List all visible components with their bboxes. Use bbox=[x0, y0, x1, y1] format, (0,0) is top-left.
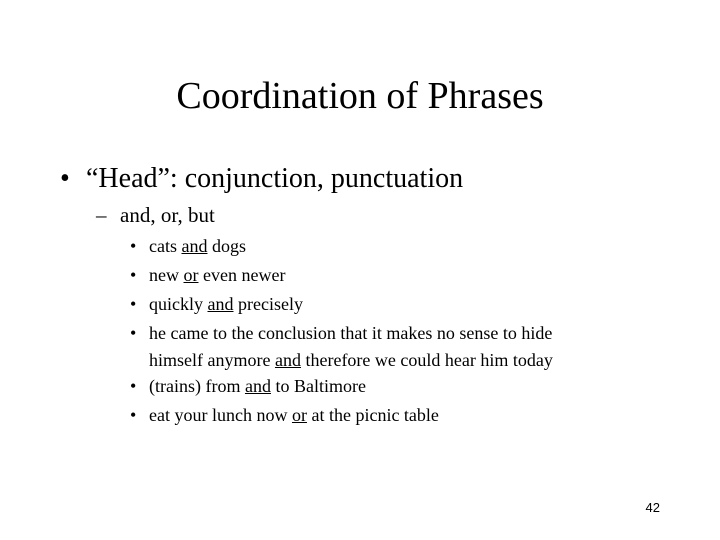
conjunction: and bbox=[207, 294, 234, 314]
example-text-before: (trains) from bbox=[149, 376, 245, 396]
bullet-icon: • bbox=[130, 294, 137, 314]
example-text-after: to Baltimore bbox=[270, 376, 366, 396]
example-text-after: therefore we could hear him today bbox=[300, 350, 553, 370]
bullet-icon: • bbox=[60, 163, 70, 194]
example-text-line1: he came to the conclusion that it makes no sense to hide bbox=[149, 323, 553, 343]
dash-icon: – bbox=[96, 203, 107, 227]
bullet-level1-text: “Head”: conjunction, punctuation bbox=[86, 163, 464, 194]
example-text bbox=[149, 372, 366, 401]
example-text-before: new bbox=[149, 265, 184, 285]
example-text-after: dogs bbox=[207, 236, 246, 256]
example-text bbox=[149, 232, 246, 261]
example-text-after: even newer bbox=[198, 265, 286, 285]
example-text-before: eat your lunch now bbox=[149, 405, 292, 425]
bullet-icon: • bbox=[130, 236, 137, 256]
bullet-icon: • bbox=[130, 405, 137, 425]
example-text bbox=[149, 401, 439, 430]
example-text bbox=[149, 261, 285, 290]
example-text-before: himself anymore bbox=[149, 350, 275, 370]
conjunction: and bbox=[181, 236, 208, 256]
bullet-icon: • bbox=[130, 376, 137, 396]
bullet-icon: • bbox=[130, 323, 137, 343]
conjunction: or bbox=[183, 265, 199, 285]
bullet-icon: • bbox=[130, 265, 137, 285]
bullet-level2-text: and, or, but bbox=[120, 203, 215, 227]
conjunction: or bbox=[291, 405, 307, 425]
example-text-before: quickly bbox=[149, 294, 208, 314]
example-text-after: precisely bbox=[233, 294, 303, 314]
example-text-before: cats bbox=[149, 236, 182, 256]
example-text bbox=[149, 290, 303, 319]
conjunction: and bbox=[274, 350, 301, 370]
example-text bbox=[149, 346, 553, 375]
example-text-after: at the picnic table bbox=[306, 405, 439, 425]
conjunction: and bbox=[244, 376, 271, 396]
slide-title: Coordination of Phrases bbox=[176, 75, 544, 117]
page-number: 42 bbox=[645, 500, 660, 515]
